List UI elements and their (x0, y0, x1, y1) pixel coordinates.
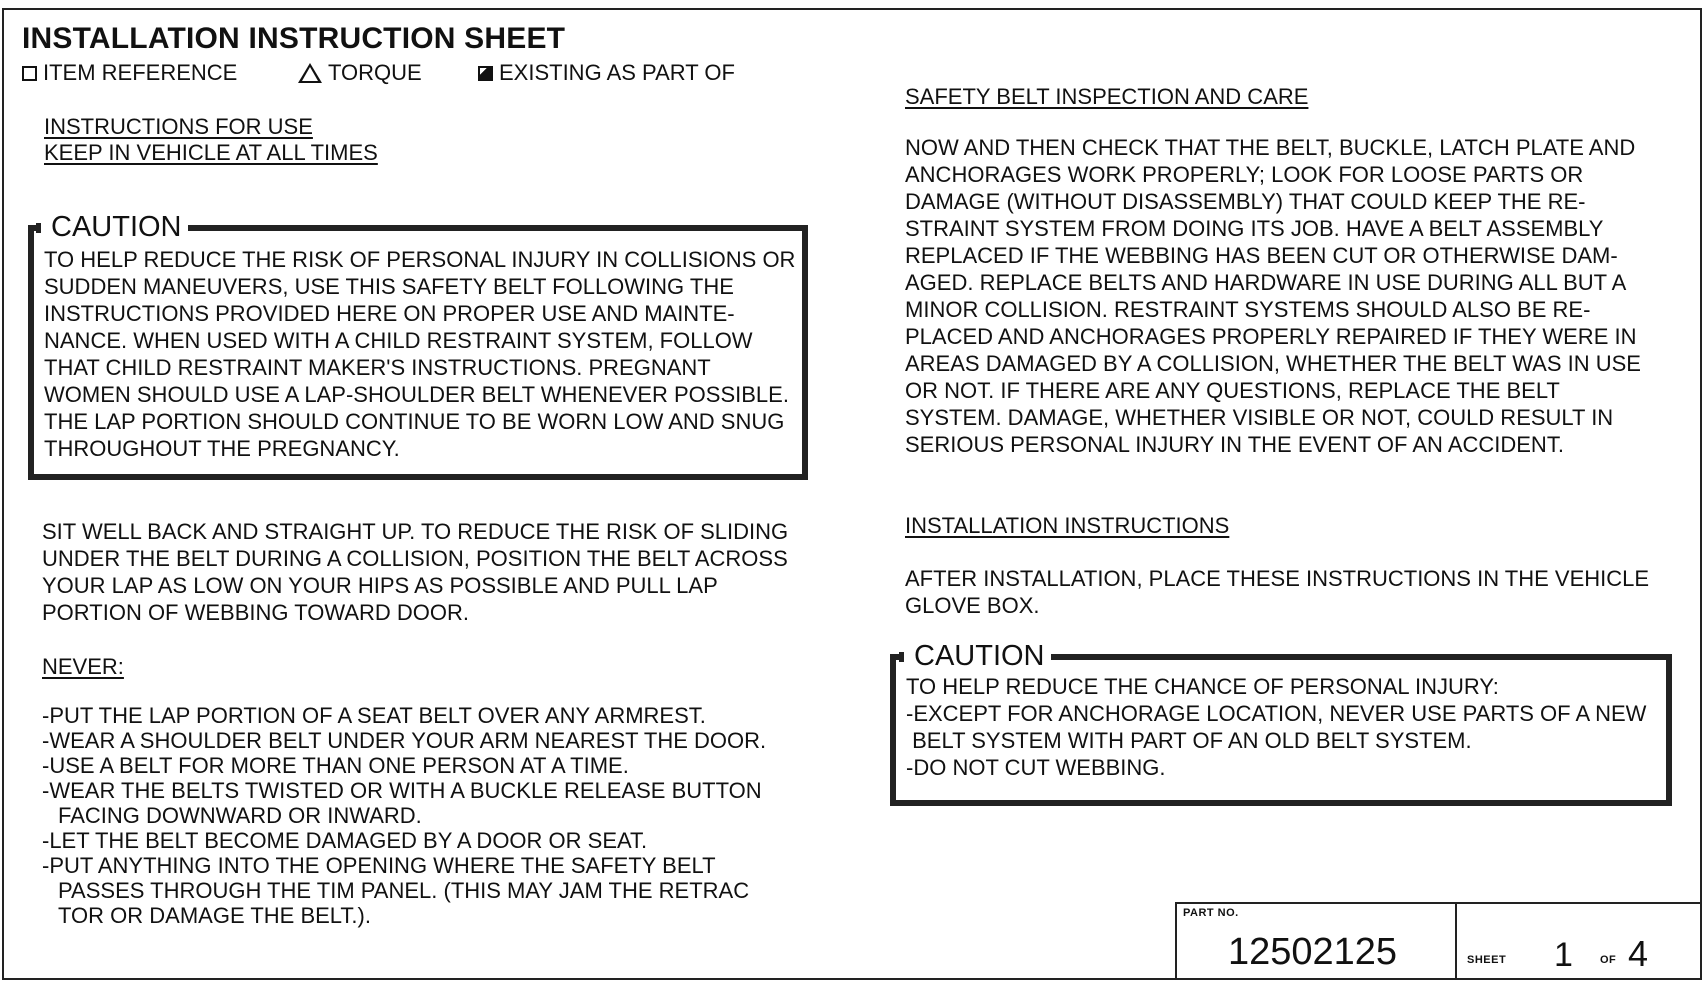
list-item: -PUT ANYTHING INTO THE OPENING WHERE THE SAFETY BELT PASSES THROUGH THE TIM PANEL. (THIS MAY JAM THE RETRAC TOR OR DAMAGE THE BELT.). (42, 853, 750, 928)
legend-label: TORQUE (328, 60, 422, 85)
sheet-total: 4 (1628, 933, 1649, 974)
installation-text: AFTER INSTALLATION, PLACE THESE INSTRUCTIONS IN THE VEHICLE GLOVE BOX. (905, 566, 1650, 618)
never-list (42, 703, 812, 928)
caution-label: CAUTION (914, 640, 1045, 672)
part-no-label: PART NO. (1183, 907, 1239, 919)
list-item: -LET THE BELT BECOME DAMAGED BY A DOOR OR SEAT. (42, 828, 648, 853)
caution-header (36, 211, 188, 244)
caution-text: TO HELP REDUCE THE RISK OF PERSONAL INJURY IN COLLISIONS OR SUDDEN MANEUVERS, USE THIS SAFETY BELT FOLLOWING THE INSTRUCTIONS PROVIDED HERE ON PROPER USE AND MAINTE- NANCE. WHEN USED WITH A CHILD RESTRAINT SYSTEM, FOLLOW THAT CHILD RESTRAINT MAKER'S INSTRUCTIONS. PREGNANT WOMEN SHOULD USE A LAP-SHOULDER BELT WHENEVER POSSIBLE. THE LAP PORTION SHOULD CONTINUE TO BE WORN LOW AND SNUG THROUGHOUT THE PREGNANCY. (44, 247, 796, 461)
caution-tick (36, 223, 41, 233)
inspection-heading: SAFETY BELT INSPECTION AND CARE (905, 84, 1309, 109)
legend-torque (298, 60, 422, 86)
caution-label: CAUTION (51, 211, 182, 243)
legend-existing (478, 60, 735, 86)
sheet-number: 1 (1554, 936, 1573, 974)
triangle-icon (298, 63, 322, 83)
page-title: INSTALLATION INSTRUCTION SHEET (22, 22, 566, 55)
caution-header (899, 640, 1051, 673)
of-label: OF (1600, 954, 1617, 966)
sheet-box (1455, 902, 1702, 980)
instructions-for-use: INSTRUCTIONS FOR USE (44, 114, 313, 139)
caution-tick (899, 652, 904, 662)
never-heading: NEVER: (42, 654, 124, 679)
sheet-label: SHEET (1467, 954, 1507, 966)
caution-text: TO HELP REDUCE THE CHANCE OF PERSONAL INJURY: -EXCEPT FOR ANCHORAGE LOCATION, NEVER USE PARTS OF A NEW BELT SYSTEM WITH PART OF AN OLD BELT SYSTEM. -DO NOT CUT WEBBING. (906, 674, 1647, 780)
legend-item-reference (22, 60, 237, 86)
keep-in-vehicle: KEEP IN VEHICLE AT ALL TIMES (44, 140, 378, 165)
square-icon (22, 66, 37, 81)
sit-paragraph: SIT WELL BACK AND STRAIGHT UP. TO REDUCE THE RISK OF SLIDING UNDER THE BELT DURING A COLLISION, POSITION THE BELT ACROSS YOUR LAP AS LOW ON YOUR HIPS AS POSSIBLE AND PULL LAP PORTION OF WEBBING TOWARD DOOR. (42, 519, 789, 625)
list-item: -USE A BELT FOR MORE THAN ONE PERSON AT A TIME. (42, 753, 629, 778)
list-item: -PUT THE LAP PORTION OF A SEAT BELT OVER ANY ARMREST. (42, 703, 706, 728)
inspection-text: NOW AND THEN CHECK THAT THE BELT, BUCKLE, LATCH PLATE AND ANCHORAGES WORK PROPERLY; LOOK FOR LOOSE PARTS OR DAMAGE (WITHOUT DISASSEMBLY) THAT COULD KEEP THE RE- STRAINT SYSTEM FROM DOING ITS JOB. HAVE A BELT ASSEMBLY REPLACED IF THE WEBBING HAS BEEN CUT OR OTHERWISE DAM- AGED. REPLACE BELTS AND HARDWARE IN USE DURING ALL BUT A MINOR COLLISION. RESTRAINT SYSTEMS SHOULD ALSO BE RE- PLACED AND ANCHORAGES PROPERLY REPAIRED IF THEY WERE IN AREAS DAMAGED BY A COLLISION, WHETHER THE BELT WAS IN USE OR NOT. IF THERE ARE ANY QUESTIONS, REPLACE THE BELT SYSTEM. DAMAGE, WHETHER VISIBLE OR NOT, COULD RESULT IN SERIOUS PERSONAL INJURY IN THE EVENT OF AN ACCIDENT. (905, 135, 1641, 457)
legend-label: ITEM REFERENCE (43, 60, 238, 85)
legend-label: EXISTING AS PART OF (499, 60, 735, 85)
list-item: -WEAR A SHOULDER BELT UNDER YOUR ARM NEAREST THE DOOR. (42, 728, 767, 753)
list-item: -WEAR THE BELTS TWISTED OR WITH A BUCKLE RELEASE BUTTON FACING DOWNWARD OR INWARD. (42, 778, 762, 828)
part-number: 12502125 (1228, 931, 1398, 973)
filled-square-icon (478, 66, 493, 81)
installation-heading: INSTALLATION INSTRUCTIONS (905, 513, 1230, 538)
